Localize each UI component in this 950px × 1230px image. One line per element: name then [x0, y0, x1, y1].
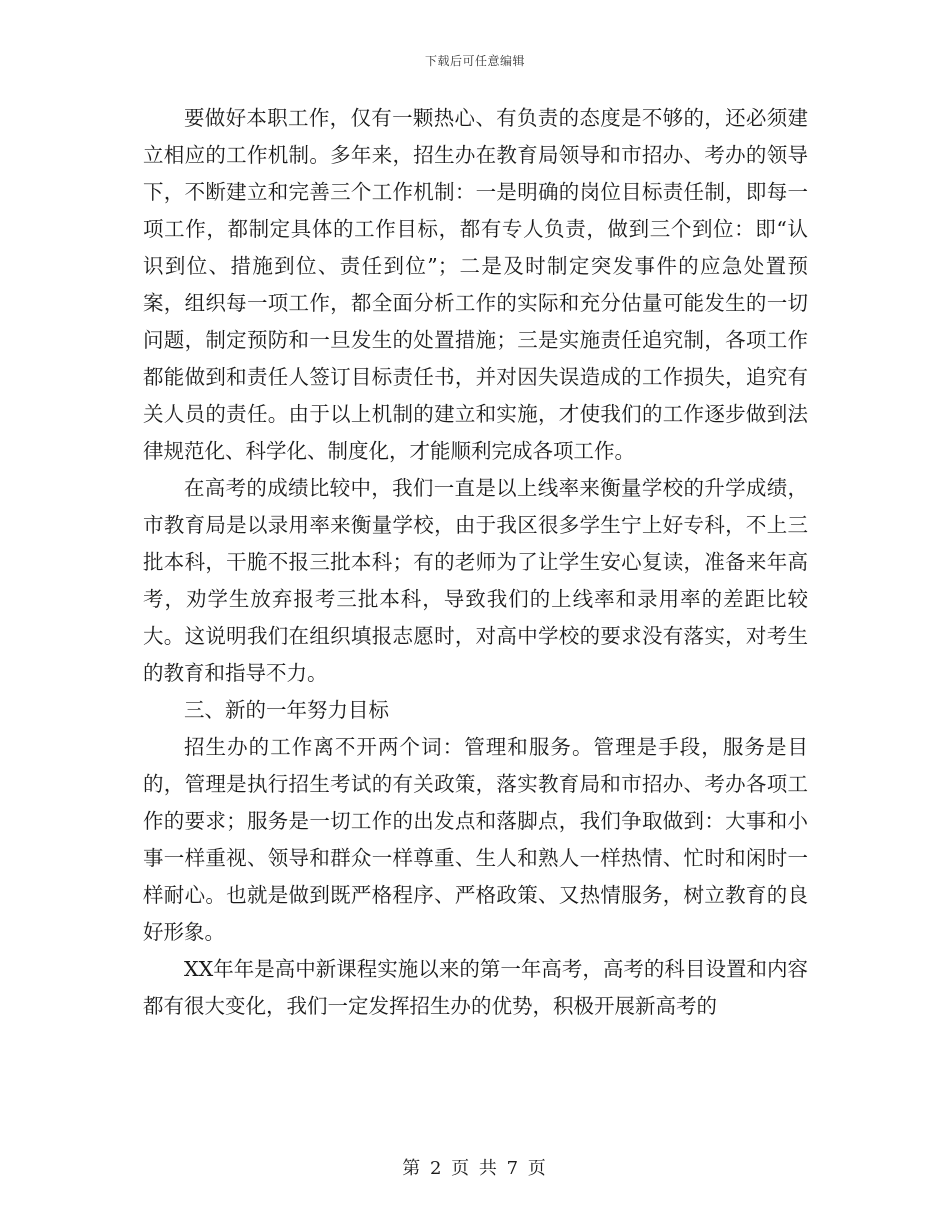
paragraph-management-service: 招生办的工作离不开两个词：管理和服务。管理是手段，服务是目的，管理是执行招生考试的有关政策，落实教育局和市招办、考办各项工作的要求；服务是一切工作的出发点和落脚点，我们争取做到：大事和小事一样重视、领导和群众一样尊重、生人和熟人一样热情、忙时和闲时一样耐心。也就是做到既严格程序、严格政策、又热情服务，树立教育的良好形象。	[143, 735, 808, 944]
section-heading-new-year-goals: 三、新的一年努力目标	[184, 698, 389, 722]
paragraph-exam-results: 在高考的成绩比较中，我们一直是以上线率来衡量学校的升学成绩，市教育局是以录用率来衡量学校，由于我区很多学生宁上好专科，不上三批本科，干脆不报三批本科；有的老师为了让学生安心复读，准备来年高考，劝学生放弃报考三批本科，导致我们的上线率和录用率的差距比较大。这说明我们在组织填报志愿时，对高中学校的要求没有落实，对考生的教育和指导不力。	[143, 476, 808, 685]
header-note: 下载后可任意编辑	[424, 54, 525, 68]
page-number-footer: 第 2 页 共 7 页	[402, 1158, 548, 1179]
document-body	[143, 100, 808, 1025]
paragraph-new-curriculum: XX年年是高中新课程实施以来的第一年高考，高考的科目设置和内容都有很大变化，我们一定发挥招生办的优势，积极开展新高考的	[143, 957, 808, 1018]
paragraph-work-mechanism: 要做好本职工作，仅有一颗热心、有负责的态度是不够的，还必须建立相应的工作机制。多年来，招生办在教育局领导和市招办、考办的领导下，不断建立和完善三个工作机制：一是明确的岗位目标责任制，即每一项工作，都制定具体的工作目标，都有专人负责，做到三个到位：即“认识到位、措施到位、责任到位”；二是及时制定突发事件的应急处置预案，组织每一项工作，都全面分析工作的实际和充分估量可能发生的一切问题，制定预防和一旦发生的处置措施；三是实施责任追究制，各项工作都能做到和责任人签订目标责任书，并对因失误造成的工作损失，追究有关人员的责任。由于以上机制的建立和实施，才使我们的工作逐步做到法律规范化、科学化、制度化，才能顺利完成各项工作。	[143, 106, 808, 463]
